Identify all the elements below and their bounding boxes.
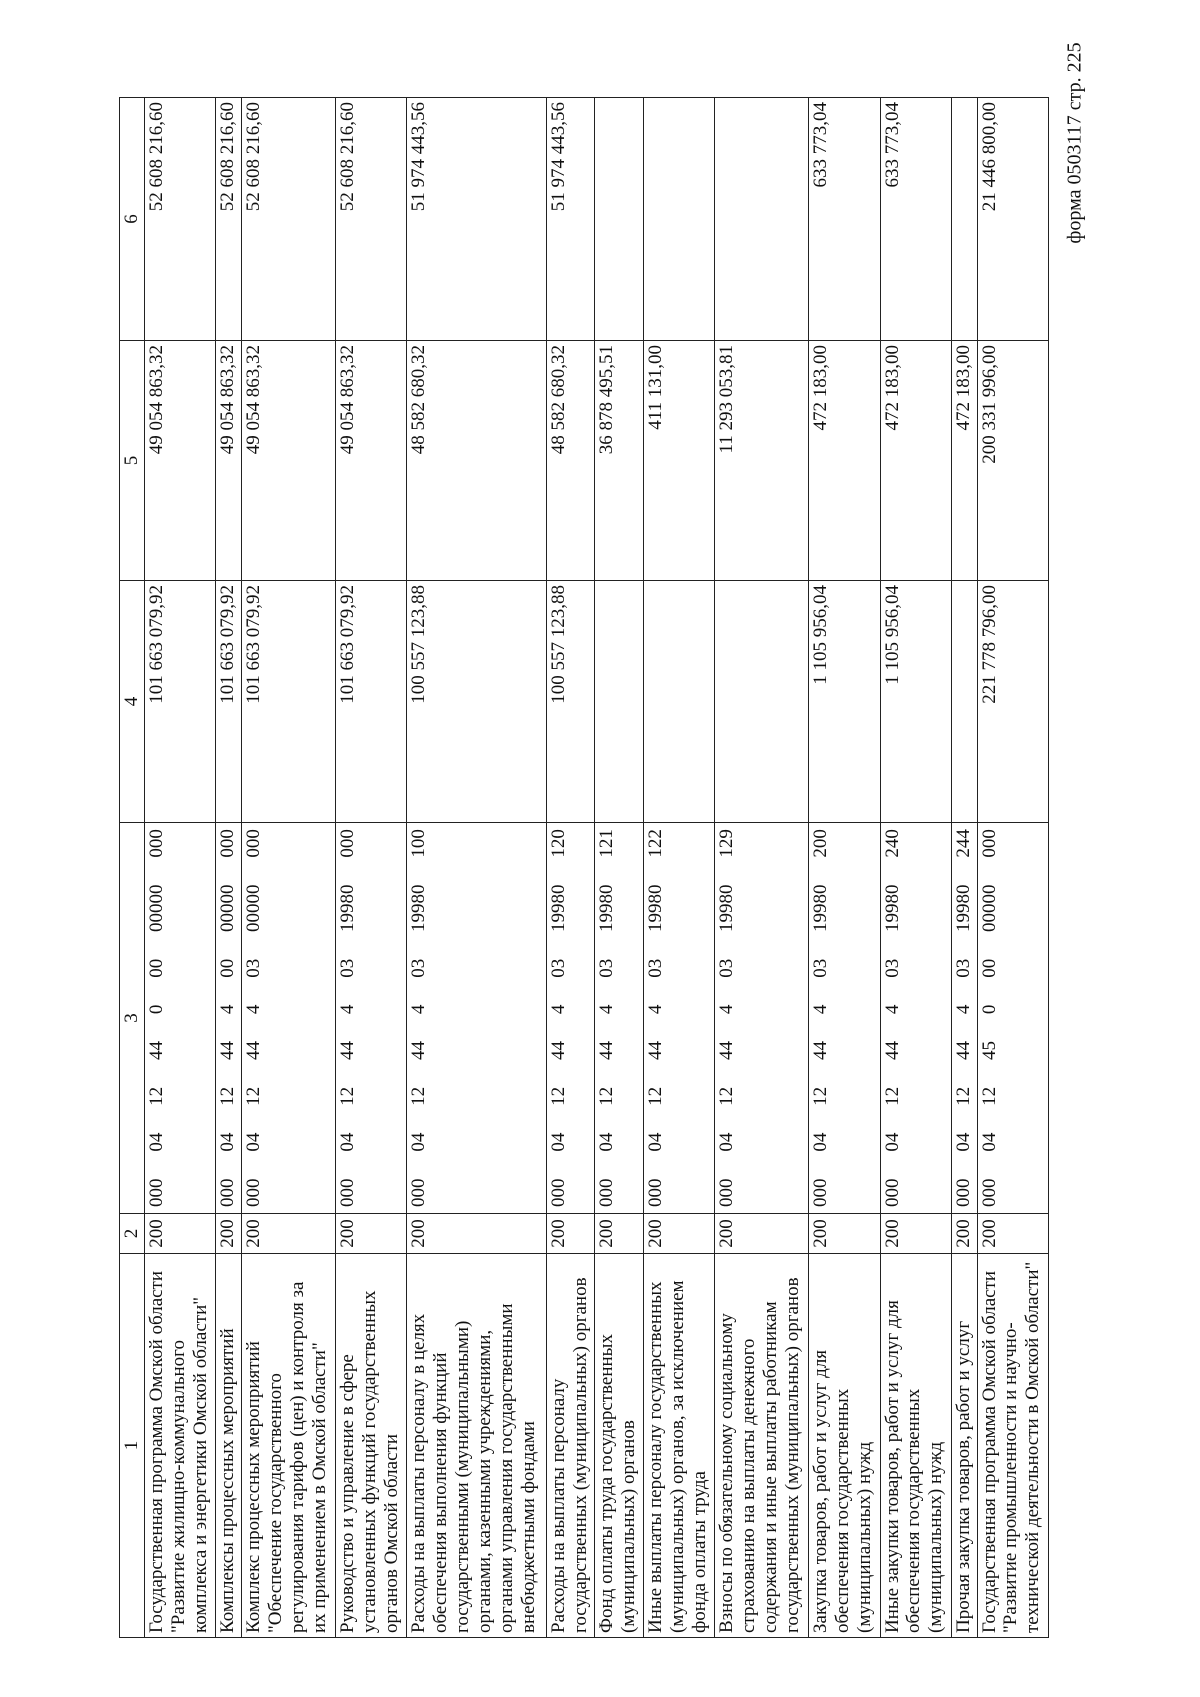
code-segment: 19980 (337, 884, 359, 932)
code-segment: 44 (408, 1040, 430, 1060)
row-line-code-cell: 200 (643, 1214, 714, 1254)
code-segment: 04 (146, 1132, 167, 1152)
header-col-1: 1 (120, 1254, 145, 1638)
row-classification-code-cell (809, 823, 880, 1214)
code-segment: 000 (952, 1178, 974, 1207)
code-segment: 04 (881, 1132, 903, 1152)
row-name-cell: Прочая закупка товаров, работ и услуг (951, 1254, 977, 1638)
row-approved-amount-cell: 100 557 123,88 (546, 581, 595, 823)
row-name-cell: Закупка товаров, работ и услуг для обеспечения государственных (муниципальных) нужд (809, 1254, 880, 1638)
code-segment: 04 (952, 1132, 974, 1152)
code-segment: 000 (810, 1178, 832, 1207)
code-segment: 000 (217, 829, 239, 858)
table-row (407, 98, 546, 1638)
table-row (715, 98, 809, 1638)
code-segment: 121 (596, 829, 618, 858)
row-name-cell: Взносы по обязательному социальному страхованию на выплаты денежного содержания и иные выплаты работникам государственных (муниципальных) органов (715, 1254, 809, 1638)
row-executed-amount-cell: 48 582 680,32 (407, 341, 546, 581)
code-segment: 03 (952, 958, 974, 978)
code-segment: 03 (243, 958, 265, 978)
code-segment: 000 (547, 1178, 569, 1207)
row-line-code-cell: 200 (407, 1214, 546, 1254)
code-segment: 12 (881, 1086, 903, 1106)
row-line-code-cell: 200 (546, 1214, 595, 1254)
row-line-code-cell: 200 (977, 1214, 1048, 1254)
code-segment: 03 (337, 958, 359, 978)
code-segment: 12 (337, 1086, 359, 1106)
row-line-code-cell: 200 (216, 1214, 242, 1254)
code-segment: 000 (408, 1178, 430, 1207)
row-approved-amount-cell: 101 663 079,92 (145, 581, 216, 823)
row-executed-amount-cell: 411 131,00 (643, 341, 714, 581)
code-segment: 000 (146, 829, 167, 858)
form-number-label (1060, 18, 1090, 268)
code-segment: 122 (644, 829, 666, 858)
form-number-text: форма 0503117 стр. 225 (1063, 42, 1086, 244)
row-classification-code-cell (977, 823, 1048, 1214)
row-line-code-cell: 200 (242, 1214, 336, 1254)
code-segment: 04 (547, 1132, 569, 1152)
table-body (145, 98, 1049, 1638)
code-segment: 12 (978, 1086, 1000, 1106)
header-col-3: 3 (120, 823, 145, 1214)
row-name-cell: Расходы на выплаты персоналу в целях обеспечения выполнения функций государственными (муниципальными) органами, казенными учреждениями, органами управления государственными внебюджетными фондами (407, 1254, 546, 1638)
code-segment: 19980 (810, 884, 832, 932)
classification-code (217, 829, 239, 1207)
code-segment: 44 (217, 1040, 239, 1060)
code-segment: 04 (810, 1132, 832, 1152)
code-segment: 04 (337, 1132, 359, 1152)
header-col-6: 6 (120, 98, 145, 341)
code-segment: 12 (408, 1086, 430, 1106)
code-segment: 45 (978, 1040, 1000, 1060)
code-segment: 19980 (881, 884, 903, 932)
table-row (880, 98, 951, 1638)
code-segment: 129 (716, 829, 738, 858)
code-segment: 4 (644, 1004, 666, 1015)
row-name-cell: Иные выплаты персоналу государственных (муниципальных) органов, за исключением фонда оплаты труда (643, 1254, 714, 1638)
code-segment: 000 (596, 1178, 618, 1207)
code-segment: 44 (716, 1040, 738, 1060)
code-segment: 0 (978, 1004, 1000, 1015)
code-segment: 03 (596, 958, 618, 978)
row-executed-amount-cell: 200 331 996,00 (977, 341, 1048, 581)
row-executed-amount-cell: 11 293 053,81 (715, 341, 809, 581)
code-segment: 000 (978, 829, 1000, 858)
code-segment: 04 (243, 1132, 265, 1152)
row-unexecuted-amount-cell: 52 608 216,60 (336, 98, 407, 341)
code-segment: 4 (810, 1004, 832, 1015)
code-segment: 12 (952, 1086, 974, 1106)
row-line-code-cell: 200 (880, 1214, 951, 1254)
row-unexecuted-amount-cell (643, 98, 714, 341)
table-row (809, 98, 880, 1638)
code-segment: 12 (146, 1086, 167, 1106)
code-segment: 00 (978, 958, 1000, 978)
code-segment: 44 (596, 1040, 618, 1060)
row-line-code-cell: 200 (809, 1214, 880, 1254)
budget-execution-table (119, 97, 1049, 1638)
row-approved-amount-cell (715, 581, 809, 823)
code-segment: 100 (408, 829, 430, 858)
code-segment: 000 (217, 1178, 239, 1207)
row-executed-amount-cell: 49 054 863,32 (242, 341, 336, 581)
code-segment: 12 (716, 1086, 738, 1106)
row-name-cell: Комплекс процессных мероприятий "Обеспечение государственного регулирования тарифов (цен) и контроля за их применением в Омской области" (242, 1254, 336, 1638)
code-segment: 240 (881, 829, 903, 858)
code-segment: 44 (881, 1040, 903, 1060)
code-segment: 4 (243, 1004, 265, 1015)
row-approved-amount-cell: 101 663 079,92 (216, 581, 242, 823)
row-line-code-cell: 200 (951, 1214, 977, 1254)
code-segment: 44 (146, 1040, 167, 1060)
code-segment: 19980 (547, 884, 569, 932)
code-segment: 000 (644, 1178, 666, 1207)
row-approved-amount-cell (643, 581, 714, 823)
table-row (336, 98, 407, 1638)
classification-code (548, 829, 570, 1207)
code-segment: 120 (547, 829, 569, 858)
code-segment: 000 (716, 1178, 738, 1207)
row-classification-code-cell (145, 823, 216, 1214)
row-executed-amount-cell: 472 183,00 (880, 341, 951, 581)
code-segment: 00 (217, 958, 239, 978)
row-name-cell: Иные закупки товаров, работ и услуг для обеспечения государственных (муниципальных) нужд (880, 1254, 951, 1638)
row-unexecuted-amount-cell: 633 773,04 (809, 98, 880, 341)
table-row (595, 98, 644, 1638)
row-classification-code-cell (951, 823, 977, 1214)
row-approved-amount-cell: 101 663 079,92 (242, 581, 336, 823)
row-name-cell: Руководство и управление в сфере установленных функций государственных органов Омской области (336, 1254, 407, 1638)
row-name-cell: Комплексы процессных мероприятий (216, 1254, 242, 1638)
row-line-code-cell: 200 (715, 1214, 809, 1254)
row-executed-amount-cell: 49 054 863,32 (145, 341, 216, 581)
code-segment: 4 (716, 1004, 738, 1015)
classification-code (337, 829, 359, 1207)
row-approved-amount-cell: 100 557 123,88 (407, 581, 546, 823)
code-segment: 244 (952, 829, 974, 858)
code-segment: 12 (547, 1086, 569, 1106)
row-unexecuted-amount-cell: 52 608 216,60 (242, 98, 336, 341)
classification-code (146, 829, 168, 1207)
code-segment: 03 (644, 958, 666, 978)
code-segment: 4 (596, 1004, 618, 1015)
code-segment: 00000 (978, 884, 1000, 932)
row-unexecuted-amount-cell (951, 98, 977, 341)
classification-code (810, 829, 832, 1207)
code-segment: 00 (146, 958, 167, 978)
table-row (951, 98, 977, 1638)
code-segment: 000 (243, 1178, 265, 1207)
row-executed-amount-cell: 472 183,00 (951, 341, 977, 581)
code-segment: 04 (596, 1132, 618, 1152)
classification-code (882, 829, 904, 1207)
code-segment: 12 (217, 1086, 239, 1106)
header-col-5: 5 (120, 341, 145, 581)
code-segment: 4 (337, 1004, 359, 1015)
code-segment: 03 (810, 958, 832, 978)
code-segment: 04 (978, 1132, 1000, 1152)
row-name-cell: Расходы на выплаты персоналу государственных (муниципальных) органов (546, 1254, 595, 1638)
classification-code (243, 829, 265, 1207)
row-unexecuted-amount-cell: 52 608 216,60 (216, 98, 242, 341)
code-segment: 44 (644, 1040, 666, 1060)
row-unexecuted-amount-cell: 51 974 443,56 (546, 98, 595, 341)
code-segment: 04 (716, 1132, 738, 1152)
table-row (546, 98, 595, 1638)
code-segment: 03 (408, 958, 430, 978)
row-approved-amount-cell: 1 105 956,04 (809, 581, 880, 823)
row-classification-code-cell (242, 823, 336, 1214)
code-segment: 200 (810, 829, 832, 858)
header-col-2: 2 (120, 1214, 145, 1254)
code-segment: 0 (146, 1004, 167, 1015)
code-segment: 44 (547, 1040, 569, 1060)
row-name-cell: Фонд оплаты труда государственных (муниципальных) органов (595, 1254, 644, 1638)
table-row (977, 98, 1048, 1638)
report-sheet (119, 98, 1049, 1638)
rotated-table-container (119, 98, 1049, 1638)
row-classification-code-cell (216, 823, 242, 1214)
code-segment: 000 (978, 1178, 1000, 1207)
table-row (145, 98, 216, 1638)
code-segment: 4 (217, 1004, 239, 1015)
code-segment: 44 (337, 1040, 359, 1060)
row-unexecuted-amount-cell: 52 608 216,60 (145, 98, 216, 341)
header-row (120, 98, 145, 1638)
code-segment: 12 (243, 1086, 265, 1106)
row-unexecuted-amount-cell (595, 98, 644, 341)
row-approved-amount-cell: 101 663 079,92 (336, 581, 407, 823)
code-segment: 000 (146, 1178, 167, 1207)
code-segment: 4 (952, 1004, 974, 1015)
code-segment: 19980 (408, 884, 430, 932)
row-executed-amount-cell: 36 878 495,51 (595, 341, 644, 581)
classification-code (645, 829, 667, 1207)
row-line-code-cell: 200 (595, 1214, 644, 1254)
code-segment: 4 (881, 1004, 903, 1015)
code-segment: 44 (952, 1040, 974, 1060)
code-segment: 00000 (217, 884, 239, 932)
header-col-4: 4 (120, 581, 145, 823)
code-segment: 19980 (596, 884, 618, 932)
row-approved-amount-cell: 1 105 956,04 (880, 581, 951, 823)
row-unexecuted-amount-cell (715, 98, 809, 341)
row-name-cell: Государственная программа Омской области "Развитие промышленности и научно-технической деятельности в Омской области" (977, 1254, 1048, 1638)
code-segment: 12 (644, 1086, 666, 1106)
code-segment: 44 (810, 1040, 832, 1060)
code-segment: 12 (596, 1086, 618, 1106)
row-approved-amount-cell (595, 581, 644, 823)
classification-code (408, 829, 430, 1207)
code-segment: 44 (243, 1040, 265, 1060)
code-segment: 000 (337, 829, 359, 858)
code-segment: 00000 (146, 884, 167, 932)
row-classification-code-cell (643, 823, 714, 1214)
row-unexecuted-amount-cell: 21 446 800,00 (977, 98, 1048, 341)
row-classification-code-cell (546, 823, 595, 1214)
row-classification-code-cell (595, 823, 644, 1214)
row-classification-code-cell (407, 823, 546, 1214)
code-segment: 000 (337, 1178, 359, 1207)
code-segment: 19980 (952, 884, 974, 932)
code-segment: 000 (881, 1178, 903, 1207)
row-executed-amount-cell: 49 054 863,32 (216, 341, 242, 581)
row-line-code-cell: 200 (336, 1214, 407, 1254)
code-segment: 03 (716, 958, 738, 978)
row-approved-amount-cell (951, 581, 977, 823)
code-segment: 12 (810, 1086, 832, 1106)
row-unexecuted-amount-cell: 633 773,04 (880, 98, 951, 341)
row-classification-code-cell (336, 823, 407, 1214)
table-row (643, 98, 714, 1638)
row-name-cell: Государственная программа Омской области "Развитие жилищно-коммунального комплекса и энергетики Омской области" (145, 1254, 216, 1638)
table-row (216, 98, 242, 1638)
code-segment: 03 (881, 958, 903, 978)
code-segment: 4 (408, 1004, 430, 1015)
row-approved-amount-cell: 221 778 796,00 (977, 581, 1048, 823)
row-executed-amount-cell: 472 183,00 (809, 341, 880, 581)
row-executed-amount-cell: 49 054 863,32 (336, 341, 407, 581)
row-line-code-cell: 200 (145, 1214, 216, 1254)
code-segment: 19980 (716, 884, 738, 932)
classification-code (716, 829, 738, 1207)
code-segment: 04 (644, 1132, 666, 1152)
row-executed-amount-cell: 48 582 680,32 (546, 341, 595, 581)
classification-code (596, 829, 618, 1207)
classification-code (979, 829, 1001, 1207)
code-segment: 19980 (644, 884, 666, 932)
row-unexecuted-amount-cell: 51 974 443,56 (407, 98, 546, 341)
code-segment: 04 (408, 1132, 430, 1152)
table-row (242, 98, 336, 1638)
row-classification-code-cell (715, 823, 809, 1214)
code-segment: 00000 (243, 884, 265, 932)
code-segment: 4 (547, 1004, 569, 1015)
code-segment: 04 (217, 1132, 239, 1152)
classification-code (953, 829, 975, 1207)
code-segment: 03 (547, 958, 569, 978)
code-segment: 000 (243, 829, 265, 858)
row-classification-code-cell (880, 823, 951, 1214)
